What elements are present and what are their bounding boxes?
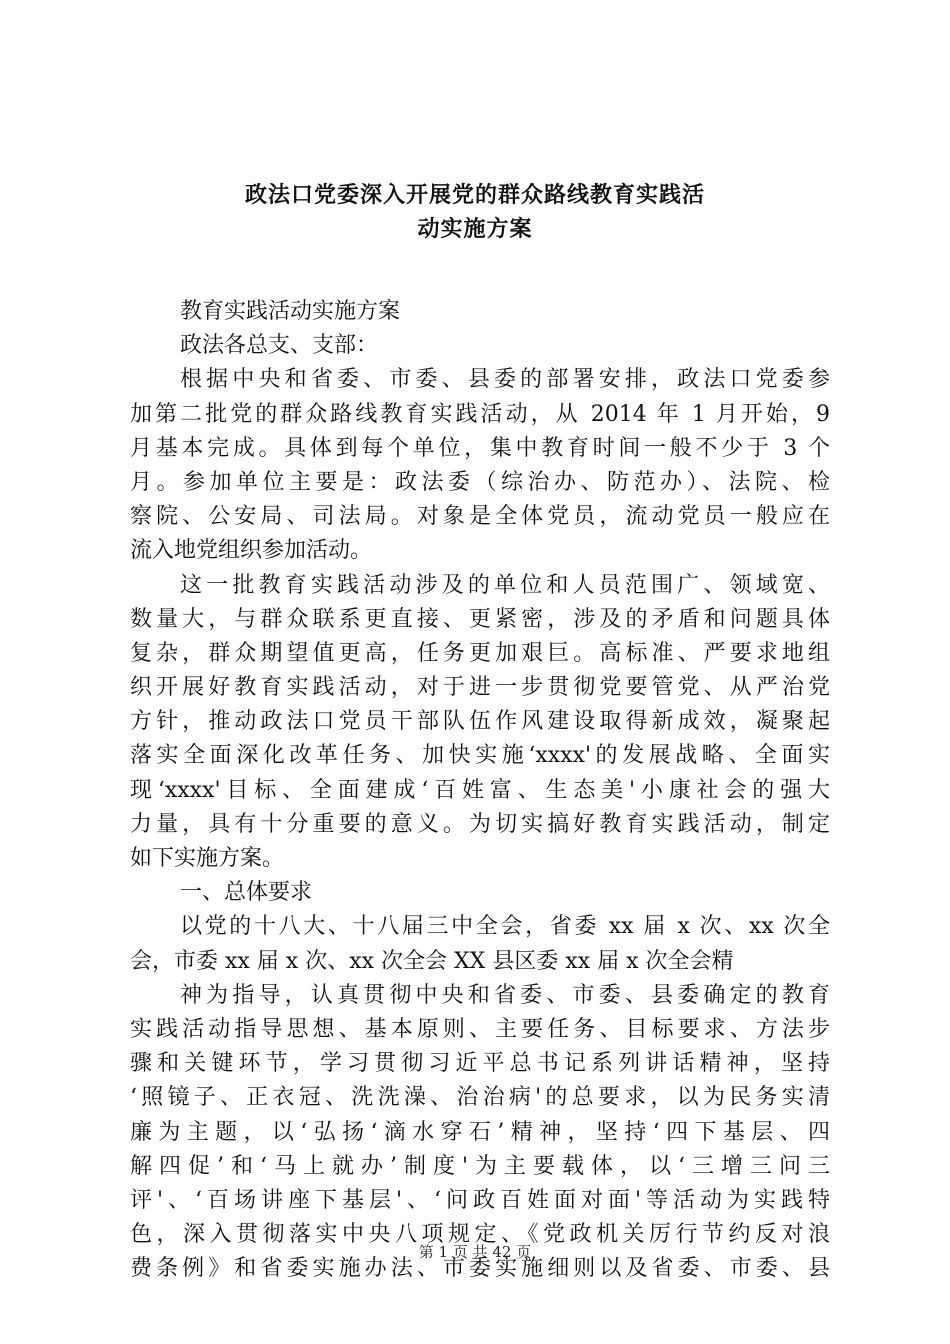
body-line: 落实全面深化改革任务、加快实施‘xxxx'的发展战略、全面实 (130, 743, 830, 769)
body-line: 色，深入贯彻落实中央八项规定、《党政机关厉行节约反对浪 (130, 1222, 830, 1248)
document-body (130, 295, 830, 1286)
body-line: 神为指导，认真贯彻中央和省委、市委、县委确定的教育 (180, 982, 830, 1008)
body-line: 会，市委 xx 届 x 次、xx 次全会 XX 县区委 xx 届 x 次全会精 (130, 948, 734, 974)
title-line-2: 动实施方案 (417, 216, 533, 243)
body-line: 方针，推动政法口党员干部队伍作风建设取得新成效，凝聚起 (130, 709, 830, 735)
body-line: 加第二批党的群众路线教育实践活动，从 2014 年 1 月开始，9 (130, 401, 830, 427)
body-line: 力量，具有十分重要的意义。为切实搞好教育实践活动，制定 (130, 811, 830, 837)
body-line: 这一批教育实践活动涉及的单位和人员范围广、领域宽、 (180, 572, 830, 598)
body-line: 察院、公安局、司法局。对象是全体党员，流动党员一般应在 (130, 504, 830, 530)
body-line: 根据中央和省委、市委、县委的部署安排，政法口党委参 (180, 367, 830, 393)
title-line-1: 政法口党委深入开展党的群众路线教育实践活 (244, 182, 705, 208)
body-line: 如下实施方案。 (130, 846, 285, 871)
document-title (100, 178, 850, 246)
body-line: ‘照镜子、正衣冠、洗洗澡、治治病'的总要求，以为民务实清 (130, 1085, 830, 1111)
body-line: 教育实践活动实施方案 (180, 299, 401, 324)
body-line: 织开展好教育实践活动，对于进一步贯彻党要管党、从严治党 (130, 675, 830, 701)
body-line: 流入地党组织参加活动。 (130, 538, 373, 564)
body-line: 实践活动指导思想、基本原则、主要任务、目标要求、方法步 (130, 1016, 830, 1042)
body-line: 政法各总支、支部： (180, 333, 379, 359)
body-line: 现‘xxxx'目标、全面建成‘百姓富、生态美'小康社会的强大 (130, 777, 830, 803)
page-footer: 第 1 页 共 42 页 (418, 1243, 532, 1261)
body-line: 费条例》和省委实施办法、市委实施细则以及省委、市委、县 (130, 1256, 830, 1282)
body-line: 以党的十八大、十八届三中全会，省委 xx 届 x 次、xx 次全 (180, 914, 830, 940)
body-line: 复杂，群众期望值更高，任务更加艰巨。高标准、严要求地组 (130, 640, 830, 666)
body-line: 数量大，与群众联系更直接、更紧密，涉及的矛盾和问题具体 (130, 606, 830, 632)
body-line: 廉为主题，以‘弘扬‘滴水穿石’精神，坚持‘四下基层、四 (130, 1119, 830, 1145)
body-line: 月基本完成。具体到每个单位，集中教育时间一般不少于 3 个 (130, 435, 830, 461)
body-line: 解四促’和‘马上就办’制度'为主要载体，以‘三增三问三 (130, 1153, 830, 1179)
body-line: 骤和关键环节，学习贯彻习近平总书记系列讲话精神，坚持 (130, 1051, 830, 1077)
body-line: 评'、‘百场讲座下基层'、‘问政百姓面对面'等活动为实践特 (130, 1187, 830, 1213)
body-line: 一、总体要求 (180, 880, 313, 906)
body-line: 月。参加单位主要是：政法委（综治办、防范办）、法院、检 (130, 469, 830, 495)
